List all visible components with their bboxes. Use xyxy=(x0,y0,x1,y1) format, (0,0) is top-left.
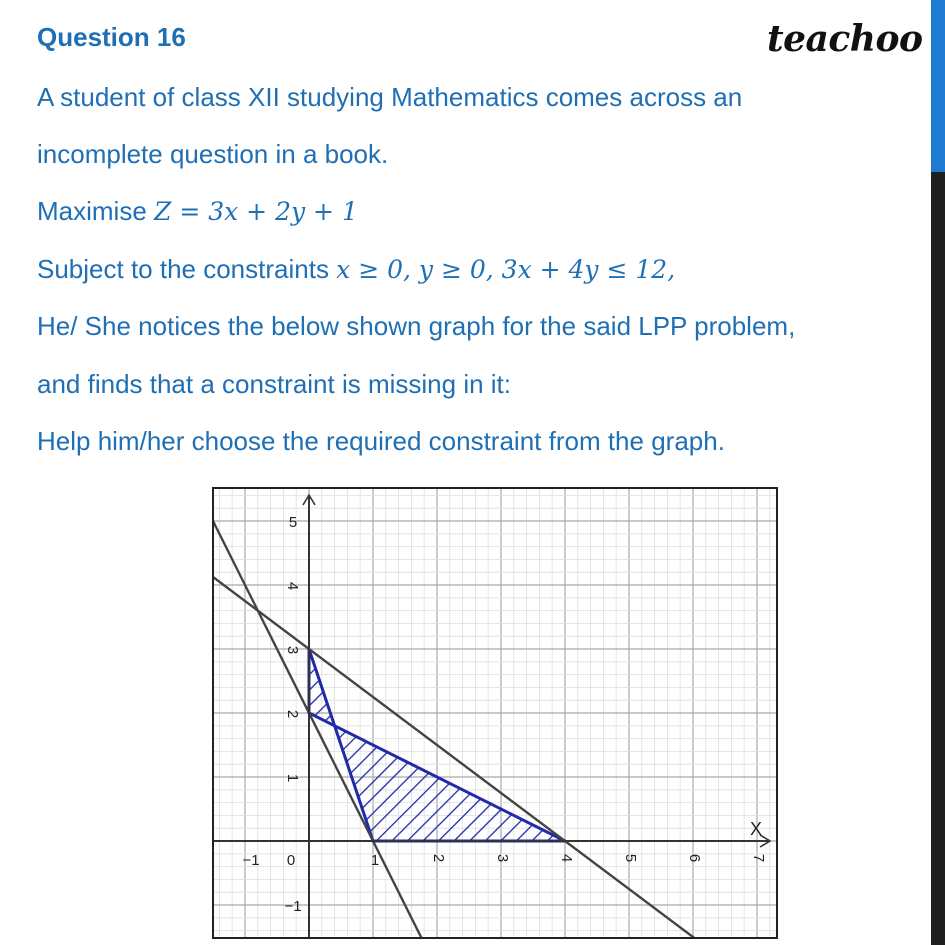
y-tick-label: 3 xyxy=(284,645,301,655)
x-tick-label: 2 xyxy=(430,853,447,863)
objective-expression: Z = 3x + 2y + 1 xyxy=(154,197,358,226)
x-tick-label: 5 xyxy=(622,853,639,863)
question-line-7: Help him/her choose the required constraint from the graph. xyxy=(37,426,725,456)
x-tick-label: 6 xyxy=(686,853,703,863)
x-axis-label: X xyxy=(749,819,763,839)
question-line-1: A student of class XII studying Mathematics comes across an xyxy=(37,82,743,112)
constraint-line-1 xyxy=(214,577,776,937)
question-title: Question 16 xyxy=(37,22,186,52)
x-tick-label: 0 xyxy=(286,852,296,869)
x-tick-label: −1 xyxy=(242,852,260,869)
constraints-prefix: Subject to the constraints xyxy=(37,254,337,284)
constraints-expression: x ≥ 0, y ≥ 0, 3x + 4y ≤ 12, xyxy=(336,255,676,284)
constraints-line xyxy=(37,254,675,285)
scrollbar-thumb[interactable] xyxy=(931,0,945,172)
question-line-6: and finds that a constraint is missing in it: xyxy=(37,369,512,399)
question-line-2: incomplete question in a book. xyxy=(37,139,389,169)
brand-logo: teachoo xyxy=(767,18,923,60)
lpp-graph xyxy=(212,487,778,939)
objective-line xyxy=(37,196,358,227)
y-tick-label: −1 xyxy=(284,898,302,915)
x-tick-label: 7 xyxy=(750,853,767,863)
y-tick-label: 1 xyxy=(284,773,301,783)
scrollbar[interactable] xyxy=(931,0,945,945)
x-tick-label: 4 xyxy=(558,853,575,863)
x-tick-label: 3 xyxy=(494,853,511,863)
x-tick-label: 1 xyxy=(370,852,380,869)
y-tick-label: 4 xyxy=(284,581,301,591)
constraint-line-2 xyxy=(214,521,437,937)
graph-canvas xyxy=(214,489,776,937)
y-tick-label: 5 xyxy=(288,514,298,531)
question-line-5: He/ She notices the below shown graph for the said LPP problem, xyxy=(37,311,796,341)
y-tick-label: 2 xyxy=(284,709,301,719)
objective-prefix: Maximise xyxy=(37,196,155,226)
